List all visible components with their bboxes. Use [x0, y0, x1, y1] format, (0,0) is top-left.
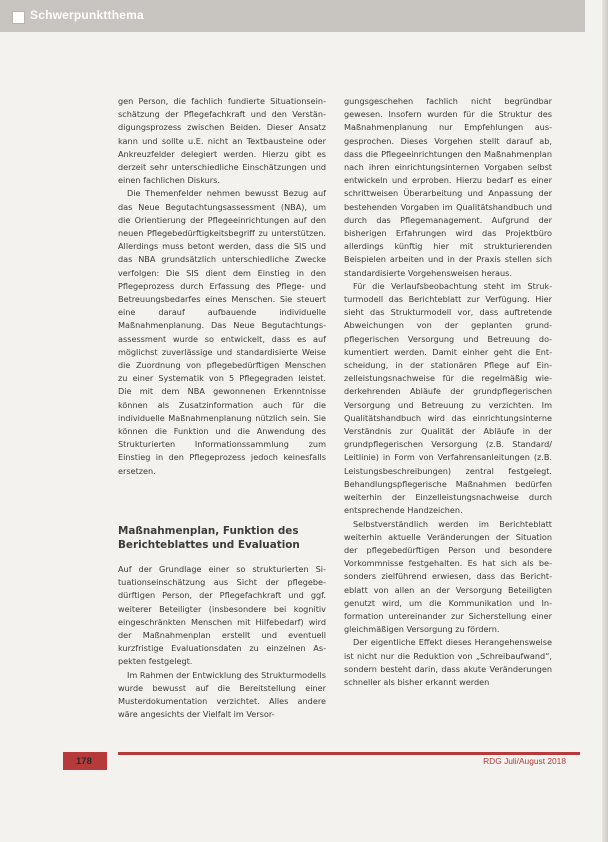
page-number: 178	[76, 756, 92, 767]
scan-edge	[602, 0, 608, 842]
paragraph: Selbstverständlich werden im Berichteblatt weiterhin aktuelle Veränderungen der Situation der pflegebedürftigen Person und besondere Vorkommnisse festgehalten. Es hat sich als besonders zielführend erwiesen, dass das Berichteblatt von allen an der Versorgung Beteiligten genutzt wird, um die Kommunikation und Information untereinander zur Sicherstellung einer gleichmäßigen Versorgung zu fördern.	[344, 518, 552, 635]
paragraph: gungsgeschehen fachlich nicht begründbar gewesen. Insofern wurden für die Struktur des Maßnahmenplanung nur Empfehlungen ausgesprochen. Dieses Vorgehen stellt darauf ab, dass die Pflegeeinrichtungen den Maßnahmenplan nach ihren einrichtungsinternen Vorgaben selbst entwickeln und erproben. Hierzu bedarf es einer schrittweisen Überarbeitung und Anpassung der bestehenden Vorgaben im Qualitätshandbuch und durch das Pflegemanagement. Aufgrund der bisherigen Erfahrungen wird das Projektbüro allerdings künftig hier mit strukturierenden Beispielen arbeiten und in der Praxis stellen sich standardisierte Vorgehensweisen heraus.	[344, 96, 552, 278]
left-column-lower	[118, 563, 326, 721]
journal-issue: RDG Juli/August 2018	[483, 756, 566, 766]
left-column	[118, 95, 326, 478]
paragraph: Die Themenfelder nehmen bewusst Bezug auf das Neue Begutachtungsassessment (NBA), um die Orientierung der Pflegeeinrichtungen auf den neuen Pflegebedürftigkeitsbegriff zu unterstützen. Allerdings muss betont werden, dass die SIS und das NBA grundsätzlich unterschiedliche Zwecke verfolgen: Die SIS dient dem Einstieg in den Pflegeprozess durch Erfassung des Pflege- und Betreuungsbedarfes eines Menschen. Sie steuert eine darauf aufbauende individuelle Maßnahmenplanung. Das Neue Begutachtungsassessment wurde so entwickelt, dass es auf möglichst zuverlässige und standardisierte Weise die Zuordnung von pflegebedürftigen Menschen zu einer Systematik von 5 Pflegegraden leistet. Die mit dem NBA gewonnenen Erkenntnisse können als Zusatzinformation auch für die individuelle Maßnahmenplanung nützlich sein. Sie können die Funktion und die Anwendung des Strukturierten Informationssammlung zum Einstieg in den Pflegeprozess jedoch keinesfalls ersetzen.	[118, 188, 326, 476]
section-header-bar	[0, 0, 585, 32]
right-column	[344, 95, 552, 689]
paragraph: Für die Verlaufsbeobachtung steht im Strukturmodell das Berichteblatt zur Verfügung. Hier sieht das Strukturmodell vor, dass auftretende Abweichungen von der geplanten grundpflegerischen Versorgung und Betreuung dokumentiert werden. Damit einher geht die Entscheidung, in der stationären Pflege auf Einzelleistungsnachweise für die regelmäßig wiederkehrenden Abläufe der grundpflegerischen Versorgung und Betreuung zu verzichten. Im Qualitätshandbuch wird das einrichtungsinterne Verständnis zur Qualität der Abläufe in der grundpflegerischen Versorgung (z.B. Standard/ Leitlinie) in Form von Verfahrensanleitungen (z.B. Leistungsbeschreibungen) zentral festgelegt. Behandlungspflegerische Maßnahmen bedürfen weiterhin der Einzelleistungsnachweise durch entsprechende Handzeichen.	[344, 280, 552, 516]
section-marker-icon	[12, 11, 25, 24]
footer-rule	[118, 752, 580, 755]
paragraph: gen Person, die fachlich fundierte Situationseinschätzung der Pflegefachkraft und den Verständigungsprozess zwischen Beiden. Dieser Ansatz kann und sollte u.E. nicht an Textbausteine oder Ankreuzfelder delegiert werden. Hierzu gibt es derzeit sehr unterschiedliche Einschätzungen und einen fachlichen Diskurs.	[118, 96, 326, 186]
section-heading: Maßnahmenplan, Funktion des Berichteblattes und Evaluation	[118, 525, 300, 551]
paragraph: Der eigentliche Effekt dieses Herangehensweise ist nicht nur die Reduktion von „Schreibaufwand“, sondern besteht darin, dass akute Veränderungen schneller als bisher erkannt werden	[344, 637, 552, 687]
paragraph: Im Rahmen der Entwicklung des Strukturmodells wurde bewusst auf die Bereitstellung einer Musterdokumentation verzichtet. Alles andere wäre angesichts der Vielfalt im Versor-	[118, 669, 326, 720]
section-label: Schwerpunktthema	[30, 8, 144, 22]
paragraph: Auf der Grundlage einer so strukturierten Situationseinschätzung aus Sicht der pflegebedürftigen Person, der Pflegefachkraft und ggf. weiterer Beteiligter (insbesondere bei kognitiv eingeschränkten Menschen mit Hilfebedarf) wird der Maßnahmenplan erstellt und eventuell kurzfristige Evaluationsdaten zu einzelnen Aspekten festgelegt.	[118, 564, 326, 667]
